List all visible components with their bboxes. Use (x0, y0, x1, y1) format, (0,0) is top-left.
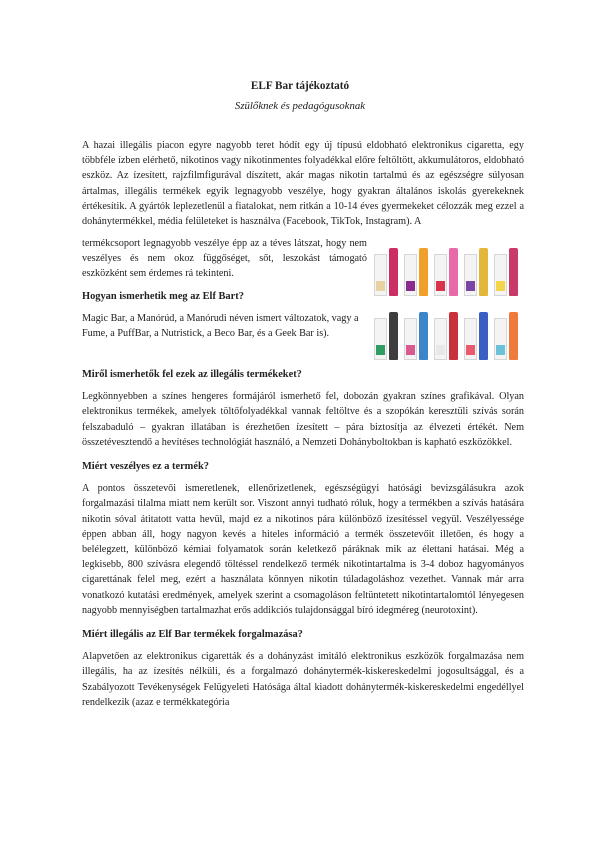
product-box (464, 254, 477, 296)
vape-device (389, 248, 398, 296)
product-box (494, 318, 507, 360)
section-heading: Miről ismerhetők fel ezek az illegális termékeket? (82, 369, 302, 380)
product-row (372, 308, 524, 364)
product-box (404, 318, 417, 360)
section-body: A pontos összetevői ismeretlenek, ellenőrizetlenek, egészségügyi hatósági bevizsgálásukra azok forgalmazási tilalma miatt nem került sor. Viszont annyi tudható róluk, hogy a termékben a szívás hatására nikotin sóval átitatott vatta hevül, majd ez a nikotinos pára különböző ízesítéssel vegyül. Veszélyessége éppen abban áll, hogy nagyon kevés a hiteles információ a termék összetevőit illetően, és hogy a belélegzett, különböző kémiai folyamatok során keletkező páráknak mik az élettani hatásai. Még a legkisebb, 800 szívásra elegendő töltéssel rendelkező termék nikotintartalma is 3-4 doboz hagyományos cigarettának felel meg, ezért a használata könnyen nikotin túladagoláshoz vezethet. Vannak már arra vonatkozó kutatási eredmények, amelyek szerint a csomagoláson feltüntetett nikotintartalomtól lényegesen nagyobb mennyiségben tartalmazhat erős addikciós tulajdonsággal bíró idegméreg (neurotoxint). (82, 483, 524, 616)
vape-device (389, 312, 398, 360)
product-box (494, 254, 507, 296)
section-body: Alapvetően az elektronikus cigaretták és a dohányzást imitáló elektronikus eszközök forgalmazása nem illegális, ha az ízesítés nélküli, és a forgalmazó dohánytermék-kiskereskedelmi jogosultsággal, és a Szabályozott Tevékenységek Felügyeleti Hatósága által kiadott dohánytermék-kiskereskedelmi engedéllyel rendelkezik (azaz e termékkategória (82, 651, 524, 708)
intro-block (82, 138, 524, 229)
document-title: ELF Bar tájékoztató (250, 80, 350, 92)
intro-paragraph: A hazai illegális piacon egyre nagyobb teret hódít egy új típusú eldobható elektronikus cigaretta, egy többféle ízben elérhető, nikotinos vagy nikotinmentes folyadékkal előre feltöltött, akkumulátoros, eldobható eszköz. Az ízesített, rajzfilmfigurával díszített, akár magas nikotin tartalmú és az egészségre súlyosan ártalmas, illegális termékek egyik legnagyobb veszélye, hogy gyakran általános iskolás gyerekeknek értékesítik. A gyártók leplezetlenül a fiatalokat, nem ritkán a 10-14 éves gyermekeket célozzák meg ezzel a dohánytermékkel, média felületeket is használva (Facebook, TikTok, Instagram). A (82, 140, 524, 228)
wrap-left-column (82, 236, 367, 341)
product-box (464, 318, 477, 360)
vape-device (419, 248, 428, 296)
product-row (372, 244, 524, 300)
vape-device (449, 248, 458, 296)
product-box (374, 318, 387, 360)
vape-device (419, 312, 428, 360)
product-photo (372, 244, 524, 366)
section-heading: Miért illegális az Elf Bar termékek forgalmazása? (82, 629, 303, 641)
intro-continued: termékcsoport legnagyobb veszélye épp az a téves látszat, hogy nem veszélyes és nem okoz függőséget, sőt, leszokást támogató eszközként sem érdemes rá tekinteni. (82, 238, 367, 280)
document-subtitle: Szülőknek és pedagógusoknak (234, 100, 366, 112)
section-heading: Miért veszélyes ez a termék? (82, 461, 209, 473)
product-box (374, 254, 387, 296)
vape-device (479, 312, 488, 360)
vape-device (509, 312, 518, 360)
vape-device (479, 248, 488, 296)
section-heading: Hogyan ismerhetik meg az Elf Bart? (82, 290, 244, 302)
section-body: Magic Bar, a Manórúd, a Manórudi néven ismert változatok, vagy a Fume, a PuffBar, a Nutristick, a Beco Bar, és a Geek Bar is). (82, 312, 359, 340)
product-box (434, 318, 447, 360)
product-box (404, 254, 417, 296)
section-body: Legkönnyebben a színes hengeres formájáról ismerhető fel, dobozán gyakran színes grafikával. Olyan elektronikus termékek, amelyek töltőfolyadékkal vannak feltöltve és a szopókán keresztüli szívás során felszabaduló – gyakran illatában is érezhetően ízesített – pára biztosítja az élvezeti értékét. Nem összetévesztendő a hevítéses technológiát használó, a Nemzeti Dohányboltokban is kapható eszközökkel. (82, 391, 524, 448)
vape-device (449, 312, 458, 360)
vape-device (509, 248, 518, 296)
product-box (434, 254, 447, 296)
main-body (82, 367, 524, 710)
